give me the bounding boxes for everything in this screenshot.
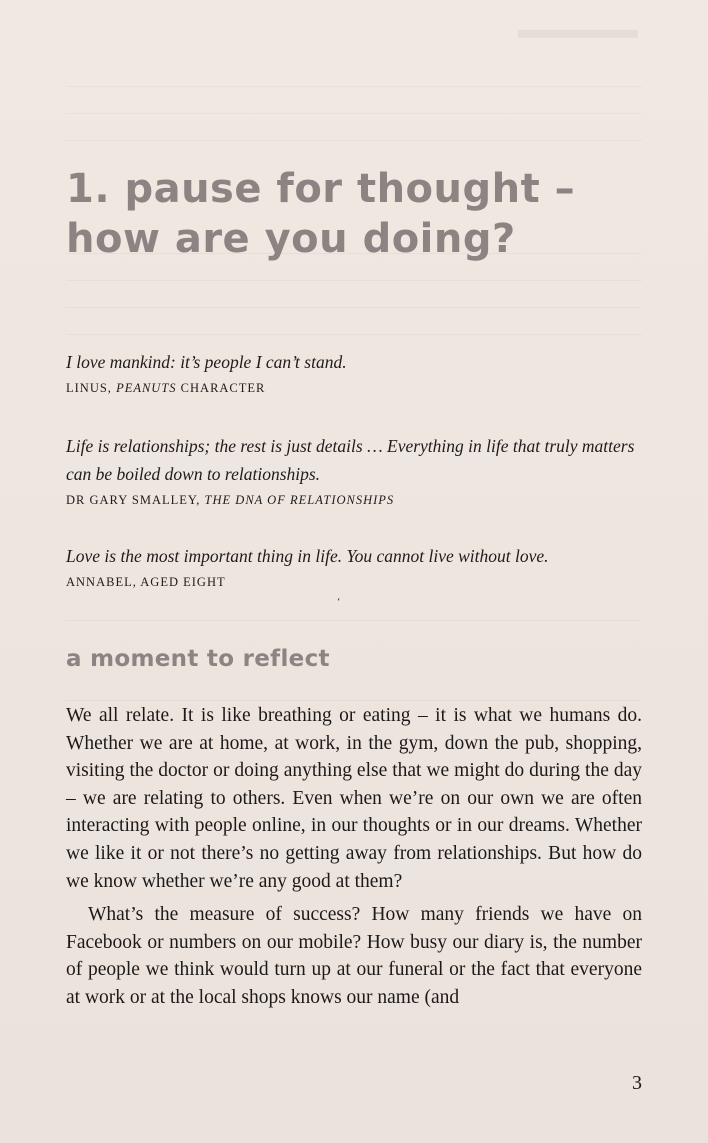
epigraph-attribution (66, 380, 656, 396)
epigraph-work: THE DNA OF RELATIONSHIPS (204, 493, 395, 507)
show-through-header (518, 30, 638, 38)
show-through-line (66, 307, 642, 308)
epigraph-attribution (66, 492, 656, 508)
epigraph (66, 348, 656, 396)
epigraph (66, 432, 656, 508)
show-through-line (66, 620, 642, 621)
epigraph (66, 542, 656, 590)
epigraph-text: I love mankind: it’s people I can’t stand. (66, 352, 347, 372)
body-paragraph: We all relate. It is like breathing or eating – it is what we humans do. Whether we are at home, at work, in the gym, down the pub, shopping, visiting the doctor or doing anything else that we might do during the day – we are relating to others. Even when we’re on our own we are often interacting with people online, in our thoughts or in our dreams. Whether we like it or not there’s no getting away from relationships. But how do we know whether we’re any good at them? (66, 705, 642, 892)
show-through-line (66, 113, 642, 114)
show-through-line (66, 334, 642, 335)
epigraph-author: DR GARY SMALLEY, (66, 493, 205, 507)
section-heading: a moment to reflect (66, 646, 330, 672)
show-through-line (66, 86, 642, 87)
chapter-title: 1. pause for thought – how are you doing? (66, 166, 576, 262)
show-through-line (66, 700, 642, 701)
show-through-line (66, 280, 642, 281)
epigraph-suffix: CHARACTER (176, 381, 266, 395)
body-paragraph: What’s the measure of success? How many friends we have on Facebook or numbers on our mobile? How busy our diary is, the number of people we think would turn up at our funeral or the fact that everyone at work or at the local shops knows our name (and (66, 904, 642, 1008)
stray-mark: ‘ (337, 597, 341, 608)
epigraph-author: ANNABEL, AGED EIGHT (66, 575, 226, 589)
epigraph-text: Love is the most important thing in life. You cannot live without love. (66, 546, 549, 566)
epigraph-text: Life is relationships; the rest is just details … Everything in life that truly matters can be boiled down to relationships. (66, 436, 635, 484)
epigraph-attribution (66, 574, 656, 590)
body-text (66, 702, 642, 1012)
epigraph-author: LINUS, (66, 381, 117, 395)
show-through-line (66, 140, 642, 141)
page-number: 3 (632, 1072, 642, 1094)
epigraph-work: PEANUTS (116, 381, 177, 395)
